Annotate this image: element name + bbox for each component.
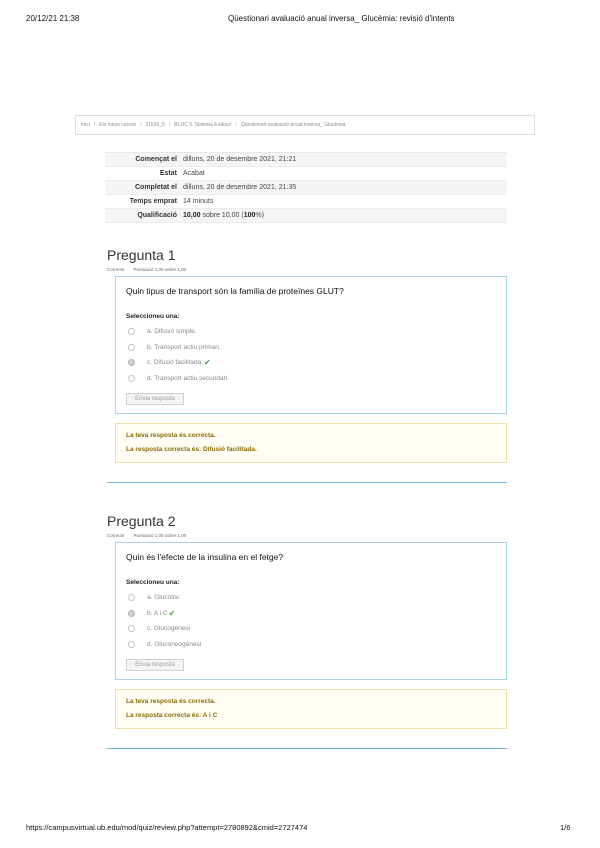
question-content-box [115, 542, 507, 680]
breadcrumb: Inici / Els meus cursos / 21526_5 / BLOC 5. Sistema Endocrí / Qüestionari avaluació anual inversa_ Glucèmia [75, 115, 535, 135]
answer-label: d. Transport actiu secundari. [147, 374, 230, 382]
print-page-number: 1/6 [560, 823, 571, 832]
answer-label: a. Difusió simple. [147, 328, 197, 336]
answer-label: b. A i C [147, 609, 168, 617]
summary-value: dilluns, 20 de desembre 2021, 21:35 [183, 184, 297, 191]
question-status: Correcte [107, 267, 125, 272]
grade-out-of: sobre 10,00 ( [200, 212, 244, 219]
grade-suffix: %) [255, 212, 264, 219]
feedback-correct-message: La teva resposta és correcta. [126, 432, 216, 439]
radio-button[interactable] [128, 328, 135, 335]
question-feedback [115, 423, 507, 463]
answer-options [128, 324, 229, 386]
answer-label: a. Glucòlisi [147, 594, 179, 602]
question-feedback [115, 689, 507, 729]
print-header [0, 14, 600, 26]
radio-button-selected[interactable] [128, 610, 135, 617]
radio-button[interactable] [128, 625, 135, 632]
select-one-prompt: Seleccioneu una: [126, 579, 180, 586]
question-score: Puntuació 1,00 sobre 1,00 [133, 267, 187, 272]
radio-button[interactable] [128, 594, 135, 601]
answer-options [128, 590, 201, 652]
attempt-summary-table [105, 152, 507, 223]
submit-answer-button[interactable]: Envia resposta [126, 659, 184, 671]
summary-row-started [105, 153, 507, 167]
print-url: https://campusvirtual.ub.edu/mod/quiz/review.php?attempt=2780892&cmid=2727474 [26, 823, 308, 832]
answer-option-d[interactable] [128, 637, 201, 653]
correct-check-icon: ✔ [168, 608, 176, 618]
answer-label: d. Gluconeogènesi [147, 640, 202, 648]
summary-value: Acabat [183, 170, 205, 177]
question-divider [107, 482, 507, 483]
radio-button-selected[interactable] [128, 359, 135, 366]
print-document-title: Qüestionari avaluació anual inversa_ Glucèmia: revisió d'intents [228, 14, 455, 23]
answer-option-c[interactable] [128, 355, 229, 371]
answer-option-b[interactable] [128, 606, 201, 622]
question-title: Pregunta 1 [107, 247, 176, 263]
question-info [107, 533, 507, 538]
question-divider [107, 748, 507, 749]
breadcrumb-home-link[interactable]: Inici [81, 122, 90, 128]
radio-button[interactable] [128, 375, 135, 382]
summary-row-state [105, 167, 507, 181]
select-one-prompt: Seleccioneu una: [126, 313, 180, 320]
radio-button[interactable] [128, 344, 135, 351]
feedback-right-answer: La resposta correcta és: A i C [126, 712, 218, 719]
print-datetime: 20/12/21 21:38 [26, 14, 80, 23]
grade-score: 10,00 [183, 212, 201, 219]
answer-option-a[interactable] [128, 590, 201, 606]
summary-value: dilluns, 20 de desembre 2021, 21:21 [183, 156, 297, 163]
breadcrumb-my-courses-link[interactable]: Els meus cursos [99, 122, 136, 128]
question-title: Pregunta 2 [107, 513, 176, 529]
summary-value [183, 212, 264, 219]
answer-option-c[interactable] [128, 621, 201, 637]
summary-label: Completat el [134, 184, 177, 191]
answer-label: c. Glucogènesi [147, 625, 190, 633]
summary-label: Qualificació [137, 212, 177, 219]
answer-option-a[interactable] [128, 324, 229, 340]
submit-answer-button[interactable]: Envia resposta [126, 393, 184, 405]
summary-label: Començat el [135, 156, 177, 163]
question-text: Quin és l'efecte de la insulina en el fetge? [126, 552, 284, 562]
answer-option-b[interactable] [128, 340, 229, 356]
question-score: Puntuació 1,00 sobre 1,00 [133, 533, 187, 538]
question-content-box [115, 276, 507, 414]
summary-row-grade [105, 209, 507, 223]
summary-row-time-taken [105, 195, 507, 209]
breadcrumb-course-link[interactable]: 21526_5 [145, 122, 165, 128]
summary-row-completed [105, 181, 507, 195]
summary-value: 14 minuts [183, 198, 214, 205]
feedback-right-answer: La resposta correcta és: Difusió facilitada. [126, 446, 257, 453]
print-footer [0, 823, 600, 835]
answer-label: c. Difusió facilitada. [147, 359, 203, 367]
radio-button[interactable] [128, 641, 135, 648]
summary-label: Temps emprat [129, 198, 177, 205]
question-status: Correcte [107, 533, 125, 538]
breadcrumb-section-link[interactable]: BLOC 5. Sistema Endocrí [174, 122, 232, 128]
answer-label: b. Transport actiu primari. [147, 343, 221, 351]
summary-label: Estat [159, 170, 177, 177]
question-2 [107, 513, 507, 719]
answer-option-d[interactable] [128, 371, 229, 387]
breadcrumb-quiz-link[interactable]: Qüestionari avaluació anual inversa_ Glucèmia [240, 122, 346, 128]
question-1 [107, 247, 507, 453]
question-text: Quin tipus de transport són la família de proteïnes GLUT? [126, 286, 344, 296]
grade-percent: 100 [243, 212, 256, 219]
correct-check-icon: ✔ [204, 358, 211, 368]
feedback-correct-message: La teva resposta és correcta. [126, 698, 216, 705]
question-info [107, 267, 507, 272]
